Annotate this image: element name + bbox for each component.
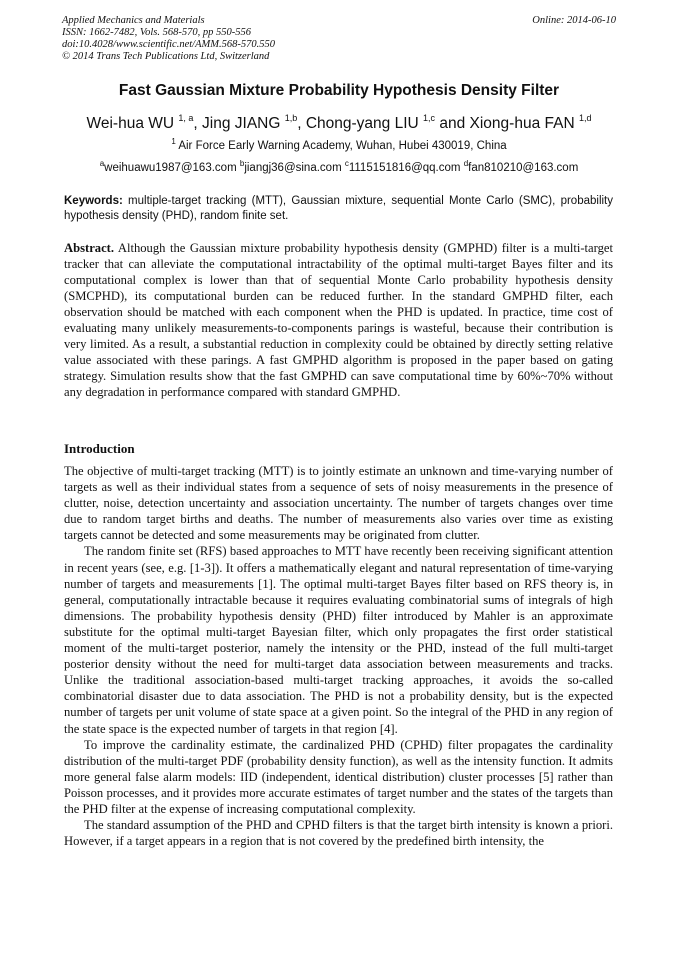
email-d[interactable]: fan810210@163.com [468,162,579,174]
keywords-label: Keywords: [64,195,123,207]
journal-name: Applied Mechanics and Materials [62,15,205,26]
email-b[interactable]: jiangj36@sina.com [244,162,345,174]
author-3: , Chong-yang LIU [297,115,424,132]
online-date: Online: 2014-06-10 [532,15,616,26]
author-4-sup: 1,d [578,113,592,123]
email-d-sup: d [463,159,469,168]
paragraph-4: The standard assumption of the PHD and CPHD filters is that the target birth intensity is known a priori. However, if a target appears in a region that is not covered by the predefined birth intensity, the [64,818,613,849]
keywords-text: multiple-target tracking (MTT), Gaussian mixture, sequential Monte Carlo (SMC), probability hypothesis density (PHD), random finite set. [64,195,613,222]
email-b-sup: b [239,159,245,168]
paragraph-3: To improve the cardinality estimate, the cardinalized PHD (CPHD) filter propagates the cardinality distribution of the multi-target PDF (probability density function), as well as the intensity function. It admits more general false alarm models: IID (independent, identical distribution) cluster processes [5] rather than Poisson processes, and it provides more accurate estimates of target number and the states of the targets than the PHD filter at the expense of increasing computational complexity. [64,737,613,816]
copyright-line: © 2014 Trans Tech Publications Ltd, Switzerland [62,51,270,62]
paragraph-1: The objective of multi-target tracking (MTT) is to jointly estimate an unknown and time-varying number of targets as well as their individual states from a sequence of sets of noisy measurements in the presence of clutter, noise, detection uncertainty and association uncertainty. The number of targets changes over time due to random target births and deaths. The number of measurements also varies over time as existing targets cannot be detected and some measurements may be originated from clutter. [64,464,613,543]
issn-line: ISSN: 1662-7482, Vols. 568-570, pp 550-556 [62,27,251,38]
abstract-label: Abstract. [64,241,115,255]
paragraph-2: The random finite set (RFS) based approaches to MTT have recently been receiving significant attention in recent years (see, e.g. [1-3]). It offers a mathematically elegant and natural representation of time-varying number of targets and measurements [1]. The optimal multi-target Bayes filter based on RFS theory is, in general, computationally intractable because it requires evaluating combinatorial sums of integrals of high dimensions. The probability hypothesis density (PHD) filter introduced by Mahler is an approximate substitute for the optimal multi-target Bayesian filter, which only propagates the first order statistical moment of the multi-target posterior, namely the intensity or the PHD, instead of the full multi-target posterior density without the need for multi-target data association between measurements and tracks. Unlike the traditional association-based multi-target tracking approaches, it avoids the so-called combinatorial disaster due to data association. The PHD is not a probability density, but is the expected number of targets per unit volume of state space at a given point. So the integral of the PHD in any region of the state space is the expected number of targets in that region [4]. [64,544,613,736]
doi-line: doi:10.4028/www.scientific.net/AMM.568-570.550 [62,39,275,50]
section-heading: Introduction [64,441,135,456]
author-4: and Xiong-hua FAN [435,115,579,132]
author-1-sup: 1, a [178,113,194,123]
keywords-block [64,194,613,224]
journal-header [62,15,616,63]
abstract-text: Although the Gaussian mixture probability hypothesis density (GMPHD) filter is a multi-target tracker that can alleviate the computational intractability of the optimal multi-target Bayes filter and its computational complex is lower than that of sequential Monte Carlo probability hypothesis density (SMCPHD), its computational burden can be reduced further. In the standard GMPHD filter, each observation should be matched with each component when the PHD is updated. In practice, time cost of evaluating many unlikely measurements-to-components parings is wasteful, because their contribution is very limited. As a result, a substantial reduction in complexity could be obtained by directly setting relative value associated with these parings. A fast GMPHD algorithm is proposed in the paper based on gating strategy. Simulation results show that the fast GMPHD can save computational time by 60%~70% without any degradation in performance compared with standard GMPHD. [64,241,613,399]
email-list [0,159,678,174]
paper-title: Fast Gaussian Mixture Probability Hypothesis Density Filter [118,82,560,99]
author-2: , Jing JIANG [193,115,285,132]
author-1: Wei-hua WU [86,115,179,132]
author-2-sup: 1,b [284,113,298,123]
affiliation-sup: 1 [171,137,176,146]
email-c-sup: c [344,159,349,168]
email-c[interactable]: 1115151816@qq.com [348,162,464,174]
email-a[interactable]: weihuawu1987@163.com [104,162,240,174]
body-text [64,463,613,849]
author-3-sup: 1,c [423,113,436,123]
affiliation-text: Air Force Early Warning Academy, Wuhan, Hubei 430019, China [175,140,507,152]
email-a-sup: a [99,159,105,168]
abstract-block [64,240,613,400]
author-list [0,113,678,133]
affiliation [0,137,678,152]
